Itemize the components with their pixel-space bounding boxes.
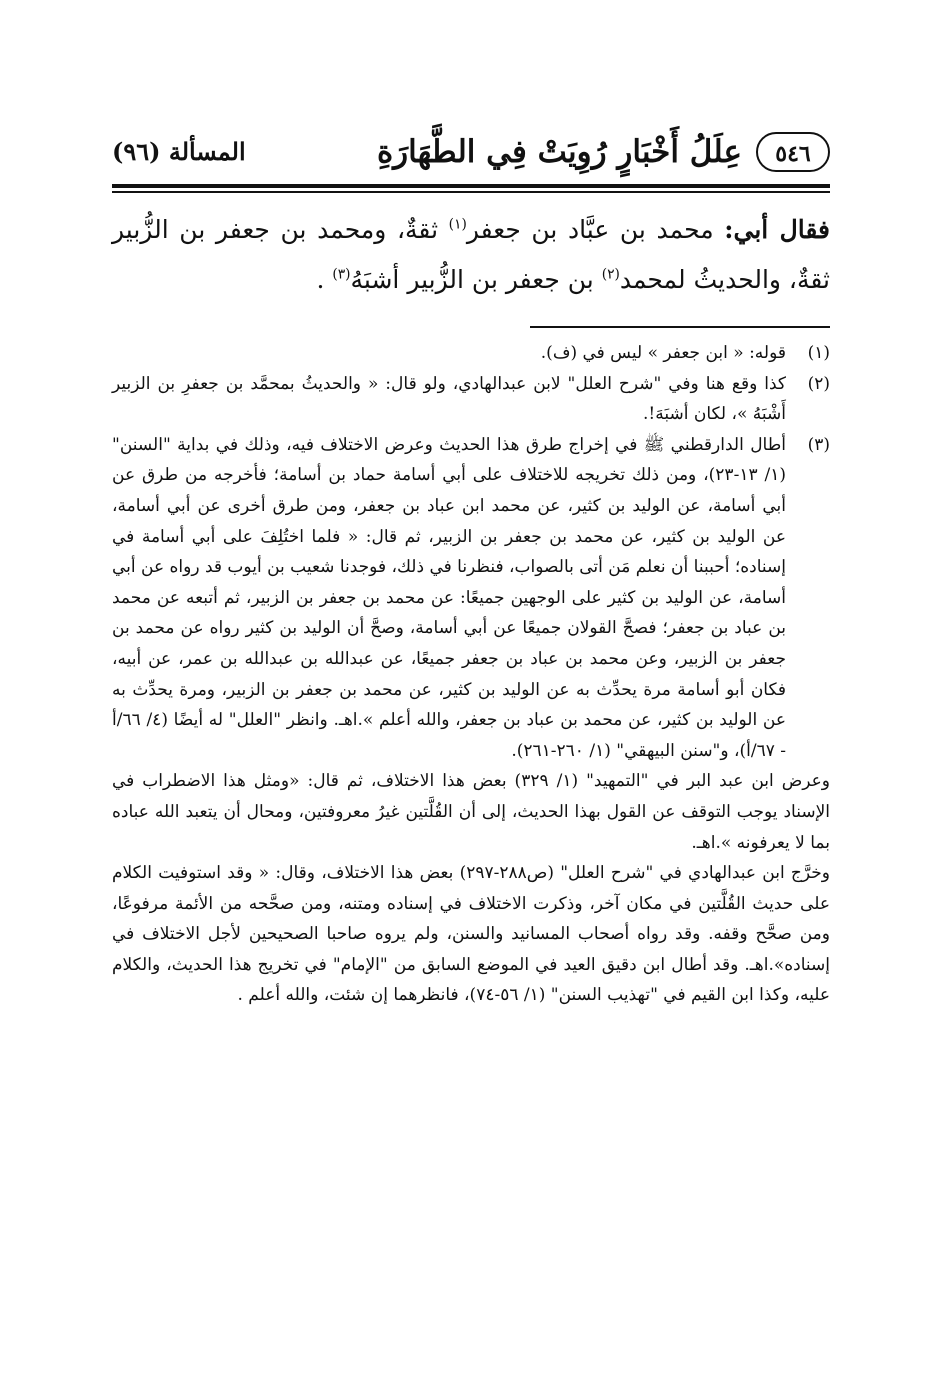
header-rule-thin [112,191,830,193]
footnote-continuation [112,766,830,1011]
main-text-part: محمد بن عبَّاد بن جعفر [466,215,725,244]
issue-label: المسألة (٩٦) [112,137,246,166]
footnote-number: (١) [807,343,830,363]
footnote-item [112,430,830,767]
main-text-part: بن جعفر بن الزُّبير أشبَهُ [350,265,602,294]
footnote-ref: (١) [448,216,467,233]
main-paragraph [112,205,830,305]
continuation-paragraph: وخرَّج ابن عبدالهادي في "شرح العلل" (ص٢٨٨-٢٩٧) بعض هذا الاختلاف، وقال: « وقد استوفيت الكلام على حديث القُلَّتين في مكان آخر، وذكرت الاختلاف في إسناده ومتنه، ومن صحَّحه من الأئمة مرفوعًا، ومن صحَّح وقفه. وقد رواه أصحاب المسانيد والسنن، ولم يروه صاحبا الصحيحين لأجل الاختلاف في إسناده».اهـ. وقد أطال ابن دقيق العيد في الموضع السابق من "الإمام" في تخريج هذا الحديث، والكلام عليه، وكذا ابن القيم في "تهذيب السنن" (١/ ٥٦-٧٤)، فانظرهما إن شئت، والله أعلم . [112,863,830,1006]
footnote-item [112,338,830,369]
book-title: عِلَلُ أَخْبَارٍ رُوِيَتْ فِي الطَّهَارَةِ [376,134,742,170]
footnote-ref: (٢) [601,266,620,283]
footnotes [112,338,830,1011]
footnote-separator [530,326,830,328]
main-text-part: ثقةٌ، ومحمد بن جعفر بن الزُّبير ثقةٌ، والحديثُ لمحمد [112,215,830,294]
main-text [112,205,830,305]
continuation-paragraph: وعرض ابن عبد البر في "التمهيد" (١/ ٣٢٩) بعض هذا الاختلاف، ثم قال: «ومثل هذا الاضطراب في الإسناد يوجب التوقف عن القول بهذا الحديث، إلى أن القُلَّتين غيرُ معروفتين، ومحال أن يتعبد الله عباده بما لا يعرفونه ».اهـ. [112,771,830,853]
footnote-text: قوله: « ابن جعفر » ليس في (ف). [540,343,786,363]
footnote-number: (٣) [807,434,830,455]
footnote-number: (٢) [807,373,830,394]
footnote-text: أطال الدارقطني ﷺ في إخراج طرق هذا الحديث وعرض الاختلاف فيه، وذلك في بداية "السنن" (١/ ١٣-٢٣)، ومن ذلك تخريجه للاختلاف على أبي أسامة حماد بن أسامة؛ فأخرجه من طرق عن أبي أسامة، عن الوليد بن كثير، عن محمد ابن عباد بن جعفر، ومن طرق أخرى عن أبي أسامة، عن الوليد بن كثير، عن محمد بن جعفر بن الزبير، ثم قال: « فلما اختُلِفَ على أبي أسامة في إسناده؛ أحببنا أن نعلم مَن أتى بالصواب، فنظرنا في ذلك، فوجدنا شعيب بن أيوب قد رواه عن أبي أسامة، عن الوليد بن كثير على الوجهين جميعًا: عن محمد بن جعفر بن الزبير، ثم أتبعه عن محمد بن عباد بن جعفر؛ فصحَّ القولان جميعًا عن أبي أسامة، وصحَّ أن الوليد بن كثير رواه عن محمد بن جعفر بن الزبير، وعن محمد بن عباد بن جعفر جميعًا، عن عبدالله بن عبدالله بن عمر، عن أبيه، فكان أبو أسامة مرة يحدِّث به عن الوليد بن كثير، عن محمد بن جعفر بن الزبير، ومرة يحدِّث به عن الوليد بن كثير، عن محمد بن عباد بن جعفر، والله أعلم ».اهـ. وانظر "العلل" له أيضًا (٤/ ٦٦/أ - ٦٧/أ)، و"سنن البيهقي" (١/ ٢٦٠-٢٦١). [112,434,786,761]
footnote-text: كذا وقع هنا وفي "شرح العلل" لابن عبدالهادي، ولو قال: « والحديثُ بمحمَّد بن جعفرِ بن الزبير أَشْبَهُ »، لكان أشبَهَ!. [112,373,786,425]
footnote-ref: (٣) [332,266,351,283]
footnote-item [112,369,830,430]
main-text-part: . [316,265,333,294]
header-rule-thick [112,184,830,188]
main-lead: فقال أبي: [724,215,830,244]
page-number: ٥٤٦ [756,132,830,172]
page-header [112,128,830,180]
